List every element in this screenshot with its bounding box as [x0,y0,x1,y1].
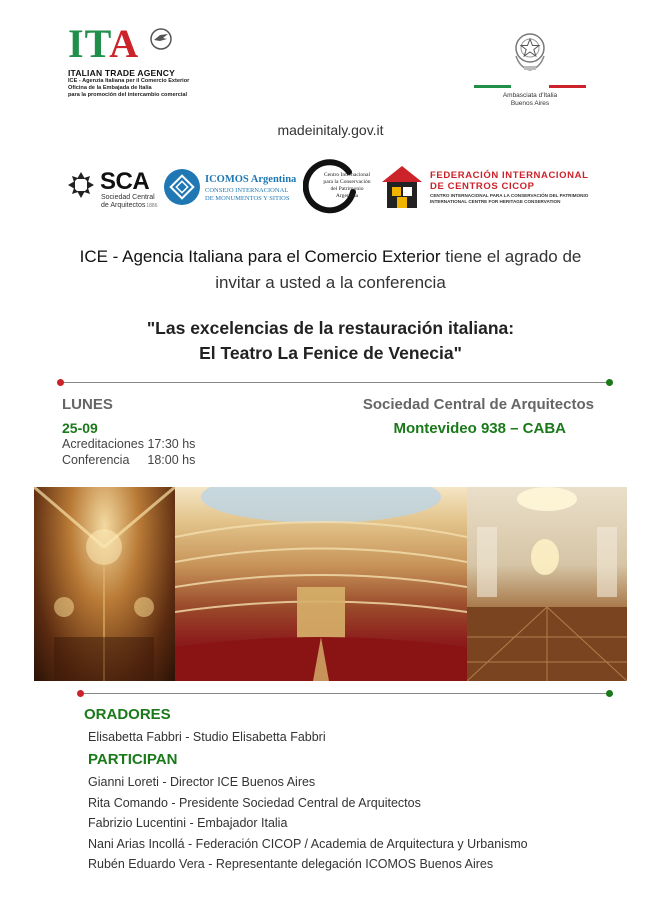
divider-bottom [80,693,610,694]
conference-title-line2: El Teatro La Fenice de Venecia" [199,343,462,363]
venue-address: Montevideo 938 – CABA [393,420,566,437]
cicpa-line: del Patrimonio [330,186,364,192]
icomos-emblem-icon [163,168,201,206]
theatre-photo-strip [34,487,627,681]
embassy-block [470,26,590,112]
icomos-sub: DE MONUMENTOS Y SITIOS [205,195,290,202]
ita-logo [68,21,208,108]
embassy-city: Buenos Aires [510,100,550,107]
event-conference-time [62,453,195,467]
cicpa-logo [303,158,378,214]
event-date: 25-09 [62,420,98,436]
cicop-sub: INTERNATIONAL CENTRE FOR HERITAGE CONSERVATION [430,199,561,204]
cicop-name: DE CENTROS CICOP [430,181,535,192]
photo-ceiling [34,487,175,681]
cicop-sub: CENTRO INTERNACIONAL PARA LA CONSERVACIÓN DEL PATRIMONIO [430,193,589,198]
conference-title-line1: "Las excelencias de la restauración italiana: [146,318,515,338]
participant-item: Rita Comando - Presidente Sociedad Central de Arquitectos [88,796,421,810]
speakers-heading: ORADORES [84,706,171,723]
embassy-name: Ambasciata d'Italia [502,92,558,99]
event-accreditation: Acreditaciones 17:30 hs [62,437,196,451]
cicpa-line: Centro Internacional [323,172,371,178]
divider-top [60,382,610,383]
eagle-icon [150,28,172,50]
participant-item: Fabrizio Lucentini - Embajador Italia [88,816,288,830]
cicpa-line: Argentina [335,193,359,199]
photo-ballroom [467,487,627,681]
divider-dot-green [606,690,613,697]
invitation-org: ICE - Agencia Italiana para el Comercio Exterior [79,247,441,266]
participant-item: Nani Arias Incollá - Federación CICOP / Academia de Arquitectura y Urbanismo [88,837,528,851]
italian-emblem-icon [510,26,550,74]
speaker-item: Elisabetta Fabbri - Studio Elisabetta Fabbri [88,730,326,744]
participants-heading: PARTICIPAN [88,751,178,768]
italy-flag-stripe [474,85,586,88]
icomos-name: ICOMOS Argentina [205,174,297,185]
conference-title [30,316,631,366]
cicop-name: FEDERACIÓN INTERNACIONAL [430,170,589,181]
participant-item: Rubén Eduardo Vera - Representante delegación ICOMOS Buenos Aires [88,857,494,871]
site-url: madeinitaly.gov.it [277,122,384,138]
cicop-logo [380,164,610,212]
event-conference-hour: 18:00 hs [147,453,196,467]
icomos-logo [163,166,298,210]
sca-sub: Sociedad Central [101,194,155,201]
divider-dot-red [77,690,84,697]
cicpa-line: para la Conservación [323,179,371,185]
invitation-line2: invitar a usted a la conferencia [215,273,446,292]
sca-abbr: SCA [100,168,150,195]
event-day: LUNES [62,396,113,413]
cicop-house-icon [380,164,424,210]
icomos-sub: CONSEJO INTERNACIONAL [205,187,289,194]
sca-sub-year: 1886 [146,203,158,209]
invitation-line1: tiene el agrado de [440,247,582,266]
ita-sub-line: ICE - Agenzia Italiana per il Comercio Exterior [68,78,190,84]
ita-sub-line: para la promoción del intercambio comercial [68,92,188,98]
divider-dot-green [606,379,613,386]
ita-agency-name: ITALIAN TRADE AGENCY [68,68,175,78]
photo-auditorium [175,487,467,681]
sca-sub: de Arquitectos [101,202,146,209]
invitation-text [30,244,631,296]
sca-emblem-icon [66,170,96,200]
sca-logo [66,166,162,210]
venue-name: Sociedad Central de Arquitectos [362,396,594,413]
ita-wordmark: ITA [68,24,208,64]
event-conference-label: Conferencia [62,453,130,467]
participant-item: Gianni Loreti - Director ICE Buenos Aires [88,775,316,789]
divider-dot-red [57,379,64,386]
ita-sub-line: Oficina de la Embajada de Italia [68,85,152,91]
